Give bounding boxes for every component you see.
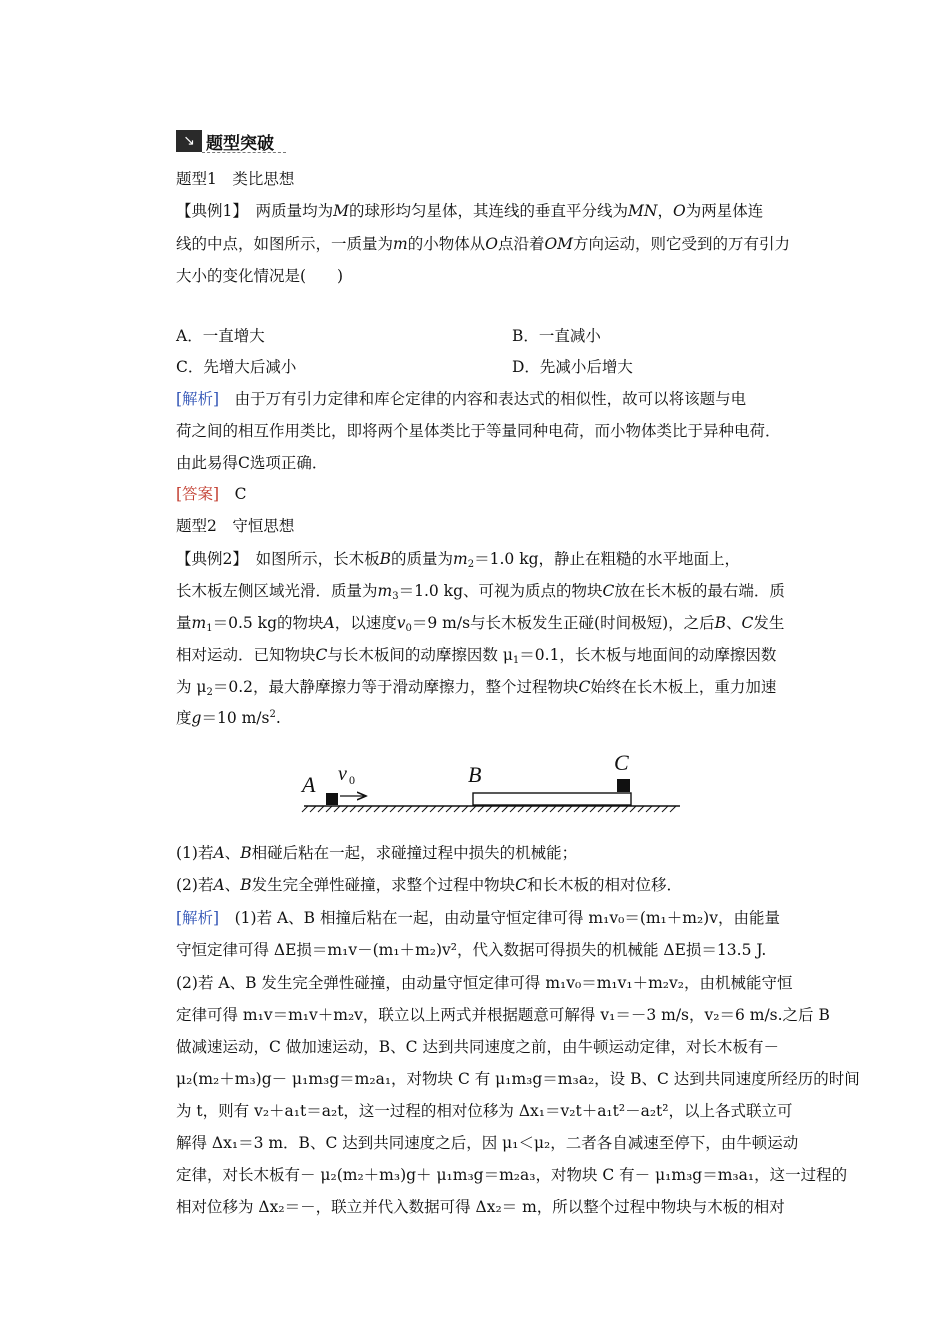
text: ＝1.0 kg、可视为质点的物块: [398, 582, 603, 600]
text: 、: [224, 876, 241, 894]
analysis2-line6: μ₂(m₂＋m₃)g－ μ₁m₃g＝m₂a₁，对物块 C 有 μ₁m₃g＝m₃a₂，设 B、C 达到共同速度所经历的时间: [176, 1070, 860, 1088]
var: g: [191, 709, 202, 727]
var: MN: [628, 202, 658, 220]
analysis2-line5: 做减速运动，C 做加速运动，B、C 达到共同速度之前，由牛顿运动定律，对长木板有－: [176, 1038, 779, 1056]
var: O: [672, 202, 686, 220]
example2-line3: [176, 612, 784, 634]
var: B: [240, 844, 252, 862]
label-a: A: [302, 772, 316, 797]
analysis1-line3: 由此易得C选项正确．: [176, 454, 328, 472]
text: ＝10 m/s: [201, 709, 270, 727]
var: m: [191, 614, 207, 632]
text: 放在长木板的最右端．质: [614, 582, 785, 600]
text: ，以速度: [334, 614, 397, 632]
sub: 2: [206, 687, 213, 698]
analysis2-line1: [176, 907, 780, 929]
text: 相碰后粘在一起，求碰撞过程中损失的机械能；: [251, 844, 578, 862]
example2-label: 【典例2】: [176, 550, 241, 568]
text: (1)若 A、B 相撞后粘在一起，由动量守恒定律可得 m₁v₀＝(m₁＋m₂)v，由能量: [219, 909, 780, 927]
var: B: [240, 876, 252, 894]
analysis2-line9: 定律，对长木板有－ μ₂(m₂＋m₃)g＋ μ₁m₃g＝m₂a₃，对物块 C 有－ μ₁m₃g＝m₃a₁，这一过程的: [176, 1166, 848, 1184]
analysis2-line4: 定律可得 m₁v＝m₁v＋m₂v，联立以上两式并根据题意可解得 v₁＝－3 m/s，v₂＝6 m/s.之后 B: [176, 1006, 830, 1024]
label-v: v: [338, 763, 347, 785]
text: ＝0.2，最大静摩擦力等于滑动摩擦力，整个过程物块: [212, 678, 579, 696]
section-title: 题型突破: [206, 133, 274, 154]
text: 点沿着: [497, 235, 545, 253]
sub: 3: [392, 591, 399, 602]
text: 的小物体从: [407, 235, 486, 253]
question-1: [176, 842, 577, 864]
text: 发生完全弹性碰撞，求整个过程中物块: [251, 876, 516, 894]
label-v-sub: 0: [349, 773, 355, 787]
text: ＝1.0 kg，静止在粗糙的水平地面上，: [474, 550, 741, 568]
var: A: [323, 614, 335, 632]
analysis1-line1: [176, 388, 746, 410]
option-c: C．先增大后减小: [176, 358, 297, 376]
text: 与长木板间的动摩擦因数 μ: [327, 646, 513, 664]
var: C: [515, 876, 527, 894]
block-a: [326, 793, 338, 805]
example1-line2: [176, 233, 790, 255]
text: ＝0.5 kg的物块: [212, 614, 324, 632]
type1-title: 题型1 类比思想: [176, 170, 295, 188]
analysis2-line3: (2)若 A、B 发生完全弹性碰撞，由动量守恒定律可得 m₁v₀＝m₁v₁＋m₂v₂，由机械能守恒: [176, 974, 793, 992]
answer-tag: [答案]: [176, 485, 220, 503]
sub: 1: [512, 655, 520, 666]
text: 、: [224, 844, 241, 862]
text: 为 μ: [176, 678, 207, 696]
section-header: [176, 128, 274, 154]
var: B: [714, 614, 727, 632]
text: 始终在长木板上，重力加速: [590, 678, 777, 696]
header-underline: [202, 152, 286, 153]
text: 和长木板的相对位移．: [526, 876, 682, 894]
text: ＝0.1，长木板与地面间的动摩擦因数: [519, 646, 777, 664]
sup: 2: [269, 709, 276, 720]
text: ＝9 m/s与长木板发生正碰(时间极短)，之后: [411, 614, 715, 632]
example2-line4: [176, 644, 776, 666]
analysis-tag: [解析]: [176, 390, 220, 408]
board-b: [473, 793, 631, 805]
text: 量: [176, 614, 192, 632]
text: 的球形均匀星体，其连线的垂直平分线为: [349, 202, 629, 220]
analysis2-line2: 守恒定律可得 ΔE损＝m₁v－(m₁＋m₂)v²，代入数据可得损失的机械能 ΔE损＝13.5 J.: [176, 941, 767, 959]
analysis2-line7: 为 t，则有 v₂＋a₁t＝a₂t，这一过程的相对位移为 Δx₁＝v₂t＋a₁t²－a₂t²，以上各式联立可: [176, 1102, 793, 1120]
text: 由于万有引力定律和库仑定律的内容和表达式的相似性，故可以将该题与电: [219, 390, 747, 408]
analysis1-line2: 荷之间的相互作用类比，即将两个星体类比于等量同种电荷，而小物体类比于异种电荷．: [176, 422, 781, 440]
ground-hatching: [302, 806, 676, 812]
label-b: B: [468, 762, 482, 787]
var: C: [741, 614, 754, 632]
text: 方向运动，则它受到的万有引力: [573, 235, 791, 253]
answer-value: C: [219, 485, 247, 503]
text: 为两星体连: [685, 202, 764, 220]
var: B: [379, 550, 392, 568]
text: 长木板左侧区域光滑．质量为: [176, 582, 378, 600]
text: 、: [726, 614, 742, 632]
var: OM: [544, 235, 574, 253]
text: 两质量均为: [240, 202, 334, 220]
example1-line1: [176, 200, 763, 222]
analysis2-tag: [解析]: [176, 909, 220, 927]
var: C: [602, 582, 615, 600]
var: m: [377, 582, 393, 600]
analysis2-line8: 解得 Δx₁＝3 m．B、C 达到共同速度之后，因 μ₁＜μ₂，二者各自减速至停下，由牛顿运动: [176, 1134, 799, 1152]
text: 相对运动．已知物块: [176, 646, 316, 664]
block-c: [617, 779, 630, 792]
text: 如图所示，长木板: [240, 550, 380, 568]
analysis2-line10: 相对位移为 Δx₂＝－，联立并代入数据可得 Δx₂＝ m，所以整个过程中物块与木板的相对: [176, 1198, 785, 1216]
label-c: C: [614, 750, 629, 775]
var: O: [485, 235, 498, 253]
var: C: [315, 646, 328, 664]
var: m: [453, 550, 468, 568]
example2-line6: [176, 707, 281, 729]
example1-line3: 大小的变化情况是( ): [176, 267, 344, 285]
arrow-icon: ↘: [176, 130, 202, 152]
option-a: A．一直增大: [176, 327, 265, 345]
question-2: [176, 874, 682, 896]
var: A: [213, 876, 225, 894]
figure-svg: [296, 750, 686, 820]
var: m: [393, 235, 408, 253]
text: 的质量为: [391, 550, 454, 568]
physics-figure: [296, 750, 686, 824]
example2-line5: [176, 676, 776, 698]
text: 发生: [753, 614, 785, 632]
text: 线的中点，如图所示，一质量为: [176, 235, 394, 253]
text: (1)若: [176, 844, 214, 862]
sub: 2: [467, 559, 475, 570]
sub: 1: [206, 623, 213, 634]
sub: 0: [405, 623, 412, 634]
var: C: [578, 678, 591, 696]
text: ，: [657, 202, 673, 220]
example1-label: 【典例1】: [176, 202, 241, 220]
example2-line1: [176, 548, 740, 570]
text: 度: [176, 709, 192, 727]
text: .: [275, 709, 281, 727]
answer1: [176, 483, 246, 505]
var: v: [396, 614, 406, 632]
var: M: [333, 202, 350, 220]
text: (2)若: [176, 876, 214, 894]
type2-title: 题型2 守恒思想: [176, 517, 295, 535]
option-d: D．先减小后增大: [512, 358, 633, 376]
example2-line2: [176, 580, 785, 602]
var: A: [213, 844, 225, 862]
option-b: B．一直减小: [512, 327, 601, 345]
